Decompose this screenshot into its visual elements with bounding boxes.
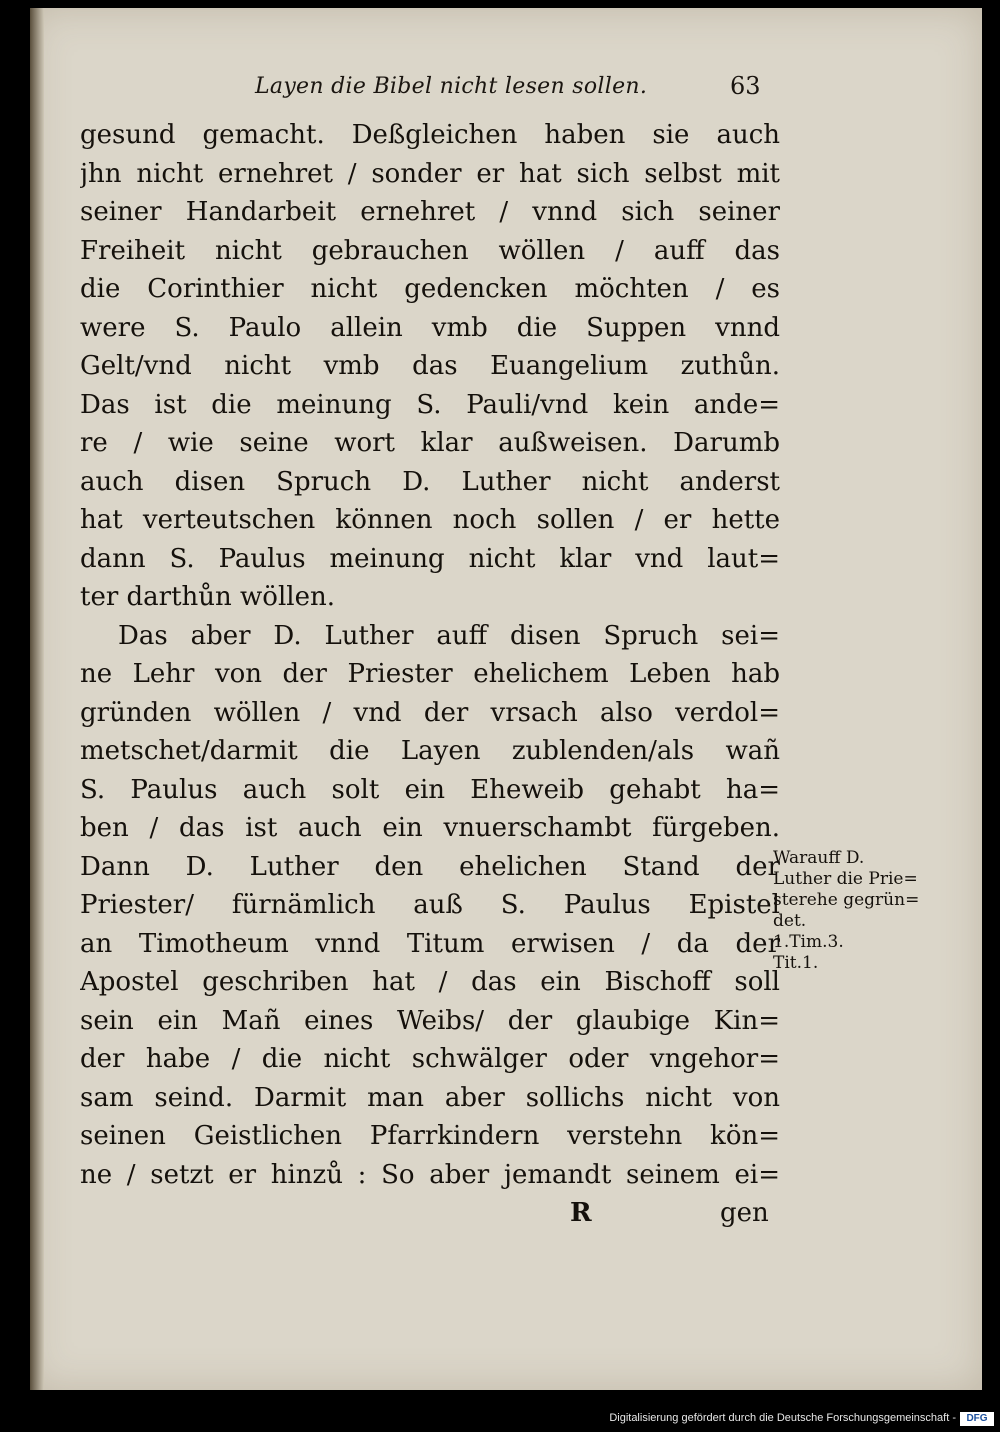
body-text: [80, 116, 780, 1194]
book-page: [30, 8, 982, 1390]
text-line: Gelt/vnd nicht vmb das Euangelium zuthůn.: [80, 351, 780, 381]
text-line: jhn nicht ernehret / sonder er hat sich selbst mit: [80, 158, 780, 189]
text-line: ne Lehr von der Priester ehelichem Leben hab: [80, 659, 780, 689]
text-line: auch disen Spruch D. Luther nicht anderst: [80, 466, 780, 497]
text-line: Das aber D. Luther auff disen Spruch sei=: [118, 620, 780, 651]
dfg-logo: DFG: [960, 1412, 994, 1426]
marginal-note-line: sterehe gegrün=: [773, 890, 920, 910]
catchword: gen: [720, 1198, 769, 1228]
page-binding-edge: [30, 8, 44, 1390]
text-line: an Timotheum vnnd Titum erwisen / da der: [80, 928, 780, 959]
text-line: ben / das ist auch ein vnuerschambt fürgeben.: [80, 813, 780, 843]
text-line: Freiheit nicht gebrauchen wöllen / auff das: [80, 235, 780, 266]
marginal-note: [773, 848, 953, 974]
marginal-note-line: Warauff D.: [773, 848, 865, 868]
text-line: der habe / die nicht schwälger oder vngehor=: [80, 1044, 780, 1074]
text-line: S. Paulus auch solt ein Eheweib gehabt ha=: [80, 774, 780, 805]
text-line: sein ein Mañ eines Weibs/ der glaubige Kin=: [80, 1005, 780, 1036]
marginal-note-line: Tit.1.: [773, 953, 819, 973]
text-line: ter darthůn wöllen.: [80, 582, 335, 612]
text-line: die Corinthier nicht gedencken möchten / es: [80, 274, 780, 304]
text-line: gründen wöllen / vnd der vrsach also verdol=: [80, 697, 780, 728]
text-line: metschet/darmit die Layen zublenden/als wañ: [80, 736, 780, 766]
digitization-credit: Digitalisierung gefördert durch die Deutsche Forschungsgemeinschaft -: [609, 1412, 956, 1424]
page-number: 63: [730, 72, 761, 100]
text-line: Priester/ fürnämlich auß S. Paulus Epistel: [80, 890, 780, 920]
marginal-note-line: det.: [773, 911, 807, 931]
text-line: hat verteutschen können noch sollen / er hette: [80, 505, 780, 535]
text-line: sam seind. Darmit man aber sollichs nicht von: [80, 1082, 780, 1113]
text-line: dann S. Paulus meinung nicht klar vnd laut=: [80, 543, 780, 574]
text-line: were S. Paulo allein vmb die Suppen vnnd: [80, 312, 780, 343]
text-line: seinen Geistlichen Pfarrkindern verstehn kön=: [80, 1121, 780, 1151]
text-line: re / wie seine wort klar außweisen. Darumb: [80, 428, 780, 458]
text-line: gesund gemacht. Deßgleichen haben sie auch: [80, 120, 780, 150]
text-line: Dann D. Luther den ehelichen Stand der: [80, 851, 780, 882]
running-head: Layen die Bibel nicht lesen sollen.: [255, 74, 648, 99]
signature-mark: R: [570, 1198, 592, 1228]
text-line: Apostel geschriben hat / das ein Bischoff soll: [80, 967, 780, 997]
text-line: ne / setzt er hinzů : So aber jemandt seinem ei=: [80, 1159, 780, 1190]
marginal-note-line: Luther die Prie=: [773, 869, 918, 889]
marginal-note-line: 1.Tim.3.: [773, 932, 844, 952]
text-line: Das ist die meinung S. Pauli/vnd kein ande=: [80, 389, 780, 420]
text-line: seiner Handarbeit ernehret / vnnd sich seiner: [80, 197, 780, 227]
